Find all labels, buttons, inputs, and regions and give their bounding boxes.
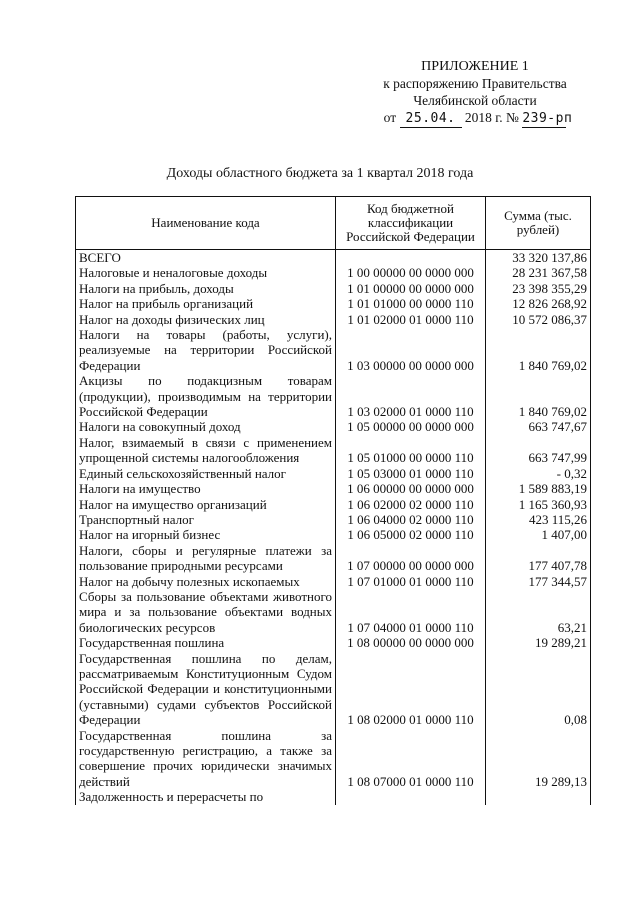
row-name: Налоги на имущество: [76, 481, 336, 496]
row-code: 1 05 00000 00 0000 000: [336, 419, 486, 434]
row-amount: 28 231 367,58: [486, 265, 591, 280]
row-code: 1 01 01000 00 0000 110: [336, 296, 486, 311]
row-name: Транспортный налог: [76, 512, 336, 527]
row-amount: 0,08: [486, 651, 591, 728]
table-header-row: [76, 197, 591, 250]
order-number: 239-рп: [522, 111, 573, 126]
row-name: Налоги на совокупный доход: [76, 419, 336, 434]
document-title: Доходы областного бюджета за 1 квартал 2018 года: [166, 166, 474, 181]
appendix-header: [355, 58, 595, 128]
row-name: Акцизы по подакцизным товарам (продукции), производимым на территории Российской Федерации: [76, 373, 336, 419]
row-name: Единый сельскохозяйственный налог: [76, 466, 336, 481]
row-name: Налог на прибыль организаций: [76, 296, 336, 311]
row-amount: 1 165 360,93: [486, 497, 591, 512]
income-table: [75, 196, 591, 805]
row-code: 1 05 03000 01 0000 110: [336, 466, 486, 481]
row-amount: 423 115,26: [486, 512, 591, 527]
table-row: [76, 651, 591, 728]
row-name: Налоги, сборы и регулярные платежи за пользование природными ресурсами: [76, 543, 336, 574]
row-code: 1 08 07000 01 0000 110: [336, 728, 486, 790]
table-row: [76, 281, 591, 296]
table-row: [76, 481, 591, 496]
row-code: 1 06 04000 02 0000 110: [336, 512, 486, 527]
row-amount: 23 398 355,29: [486, 281, 591, 296]
table-row: [76, 635, 591, 650]
header-code: Код бюджетной классификации Российской Федерации: [336, 197, 486, 250]
row-name: Налог на добычу полезных ископаемых: [76, 574, 336, 589]
row-amount: 63,21: [486, 589, 591, 635]
row-code: 1 05 01000 00 0000 110: [336, 435, 486, 466]
row-name: Налог на доходы физических лиц: [76, 312, 336, 327]
table-row: [76, 250, 591, 266]
row-code: 1 00 00000 00 0000 000: [336, 265, 486, 280]
row-amount: 663 747,99: [486, 435, 591, 466]
appendix-order-line: [355, 109, 595, 128]
row-name: Налоговые и неналоговые доходы: [76, 265, 336, 280]
row-amount: 19 289,13: [486, 728, 591, 790]
table-row: [76, 728, 591, 790]
row-amount: 12 826 268,92: [486, 296, 591, 311]
table-body: [76, 250, 591, 805]
row-name: Налог на игорный бизнес: [76, 527, 336, 542]
row-amount: 177 344,57: [486, 574, 591, 589]
table-row: [76, 466, 591, 481]
header-name: Наименование кода: [76, 197, 336, 250]
row-amount: - 0,32: [486, 466, 591, 481]
row-name: ВСЕГО: [76, 250, 336, 266]
row-name: Государственная пошлина по делам, рассматриваемым Конституционным Судом Российской Федерации и конституционными (уставными) судами субъектов Российской Федерации: [76, 651, 336, 728]
row-code: 1 07 04000 01 0000 110: [336, 589, 486, 635]
row-amount: 33 320 137,86: [486, 250, 591, 266]
header-amount: Сумма (тыс. рублей): [486, 197, 591, 250]
row-amount: 663 747,67: [486, 419, 591, 434]
table-row: [76, 497, 591, 512]
row-amount: 177 407,78: [486, 543, 591, 574]
table-row: [76, 512, 591, 527]
table-row: [76, 312, 591, 327]
year-text: 2018 г. №: [464, 110, 519, 125]
row-code: [336, 250, 486, 266]
row-amount: 19 289,21: [486, 635, 591, 650]
row-name: Задолженность и перерасчеты по: [76, 789, 336, 804]
row-code: 1 01 02000 01 0000 110: [336, 312, 486, 327]
row-amount: 1 589 883,19: [486, 481, 591, 496]
row-amount: 1 840 769,02: [486, 327, 591, 373]
row-name: Налоги на прибыль, доходы: [76, 281, 336, 296]
row-name: Налог, взимаемый в связи с применением упрощенной системы налогообложения: [76, 435, 336, 466]
row-code: 1 08 02000 01 0000 110: [336, 651, 486, 728]
row-code: [336, 789, 486, 804]
row-name: Государственная пошлина за государственную регистрацию, а также за совершение прочих юридически значимых действий: [76, 728, 336, 790]
table-row: [76, 327, 591, 373]
table-row: [76, 574, 591, 589]
row-amount: [486, 789, 591, 804]
table-row: [76, 373, 591, 419]
from-label: от: [383, 110, 397, 125]
row-amount: 1 407,00: [486, 527, 591, 542]
row-code: 1 03 00000 00 0000 000: [336, 327, 486, 373]
table-row: [76, 296, 591, 311]
table-row: [76, 543, 591, 574]
row-name: Государственная пошлина: [76, 635, 336, 650]
row-code: 1 06 00000 00 0000 000: [336, 481, 486, 496]
row-code: 1 07 00000 00 0000 000: [336, 543, 486, 574]
table-row: [76, 527, 591, 542]
row-code: 1 07 01000 01 0000 110: [336, 574, 486, 589]
order-date: 25.04.: [400, 110, 462, 128]
row-amount: 10 572 086,37: [486, 312, 591, 327]
table-row: [76, 419, 591, 434]
appendix-line-1: к распоряжению Правительства: [383, 76, 567, 91]
row-name: Налог на имущество организаций: [76, 497, 336, 512]
table-row: [76, 265, 591, 280]
table-row: [76, 589, 591, 635]
appendix-title: ПРИЛОЖЕНИЕ 1: [421, 59, 529, 74]
row-amount: 1 840 769,02: [486, 373, 591, 419]
table-row: [76, 789, 591, 804]
row-code: 1 08 00000 00 0000 000: [336, 635, 486, 650]
row-code: 1 06 02000 02 0000 110: [336, 497, 486, 512]
appendix-line-2: Челябинской области: [413, 93, 537, 108]
row-code: 1 06 05000 02 0000 110: [336, 527, 486, 542]
row-name: Налоги на товары (работы, услуги), реализуемые на территории Российской Федерации: [76, 327, 336, 373]
row-name: Сборы за пользование объектами животного мира и за пользование объектами водных биологических ресурсов: [76, 589, 336, 635]
row-code: 1 03 02000 01 0000 110: [336, 373, 486, 419]
row-code: 1 01 00000 00 0000 000: [336, 281, 486, 296]
table-row: [76, 435, 591, 466]
